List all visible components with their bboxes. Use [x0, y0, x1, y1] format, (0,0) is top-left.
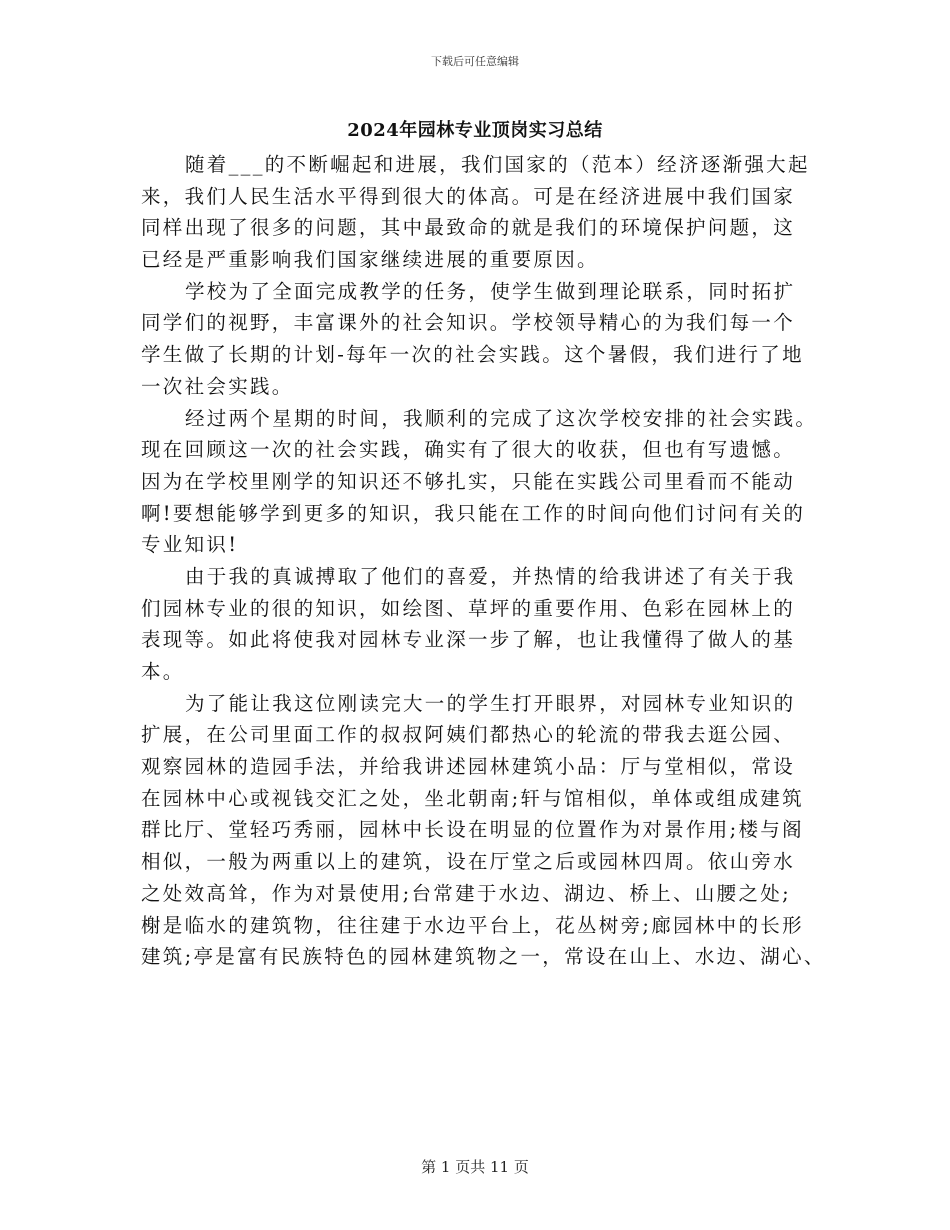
paragraph: [141, 149, 821, 276]
text-line: 们园林专业的很的知识，如绘图、草坪的重要作用、色彩在园林上的: [141, 596, 796, 620]
text-line: 本。: [141, 660, 185, 683]
text-line: 由于我的真诚搏取了他们的喜爱，并热情的给我讲述了有关于我: [185, 564, 796, 588]
text-line: 一次社会实践。: [141, 374, 294, 398]
text-line: 在园林中心或视钱交汇之处，坐北朝南;轩与馆相似，单体或组成建筑: [141, 786, 804, 810]
paragraph: [141, 403, 821, 561]
paragraph: [141, 688, 826, 973]
text-line: 专业知识!: [141, 533, 239, 557]
text-line: 榭是临水的建筑物，往往建于水边平台上，花丛树旁;廊园林中的长形: [141, 913, 804, 937]
page-footer: 第 1 页共 11 页: [421, 1158, 529, 1176]
paragraph: [141, 276, 821, 403]
text-line: 学校为了全面完成教学的任务，使学生做到理论联系，同时拓扩: [185, 279, 796, 303]
text-line: 群比厅、堂轻巧秀丽，园林中长设在明显的位置作为对景作用;楼与阁: [141, 818, 804, 842]
text-line: 已经是严重影响我们国家继续进展的重要原因。: [141, 248, 599, 272]
text-line: 同样出现了很多的问题，其中最致命的就是我们的环境保护问题，这: [141, 216, 796, 240]
text-line: 因为在学校里刚学的知识还不够扎实，只能在实践公司里看而不能动: [141, 469, 796, 493]
paragraph: [141, 561, 821, 688]
header-note: 下载后可任意编辑: [431, 55, 519, 68]
document-body: [141, 149, 826, 973]
text-line: 建筑;亭是富有民族特色的园林建筑物之一，常设在山上、水边、湖心、: [141, 945, 826, 969]
text-line: 表现等。如此将使我对园林专业深一步了解，也让我懂得了做人的基: [141, 628, 796, 652]
document-title: 2024年园林专业顶岗实习总结: [347, 120, 603, 141]
text-line: 为了能让我这位刚读完大一的学生打开眼界，对园林专业知识的: [185, 691, 796, 715]
text-line: 啊!要想能够学到更多的知识，我只能在工作的时间向他们讨问有关的: [141, 501, 806, 525]
text-line: 随着___的不断崛起和进展，我们国家的（范本）经济逐渐强大起: [185, 153, 810, 176]
text-line: 同学们的视野，丰富课外的社会知识。学校领导精心的为我们每一个: [141, 311, 796, 335]
text-line: 经过两个星期的时间，我顺利的完成了这次学校安排的社会实践。: [185, 406, 818, 430]
text-line: 之处效高耸，作为对景使用;台常建于水边、湖边、桥上、山腰之处;: [141, 881, 791, 905]
text-line: 相似，一般为两重以上的建筑，设在厅堂之后或园林四周。依山旁水: [141, 850, 796, 874]
text-line: 现在回顾这一次的社会实践，确实有了很大的收获，但也有写遗憾。: [141, 438, 796, 462]
text-line: 观察园林的造园手法，并给我讲述园林建筑小品：厅与堂相似，常设: [141, 755, 796, 779]
text-line: 学生做了长期的计划-每年一次的社会实践。这个暑假，我们进行了地: [141, 343, 804, 367]
text-line: 来，我们人民生活水平得到很大的体高。可是在经济进展中我们国家: [141, 184, 796, 208]
text-line: 扩展，在公司里面工作的叔叔阿姨们都热心的轮流的带我去逛公园、: [141, 723, 796, 747]
